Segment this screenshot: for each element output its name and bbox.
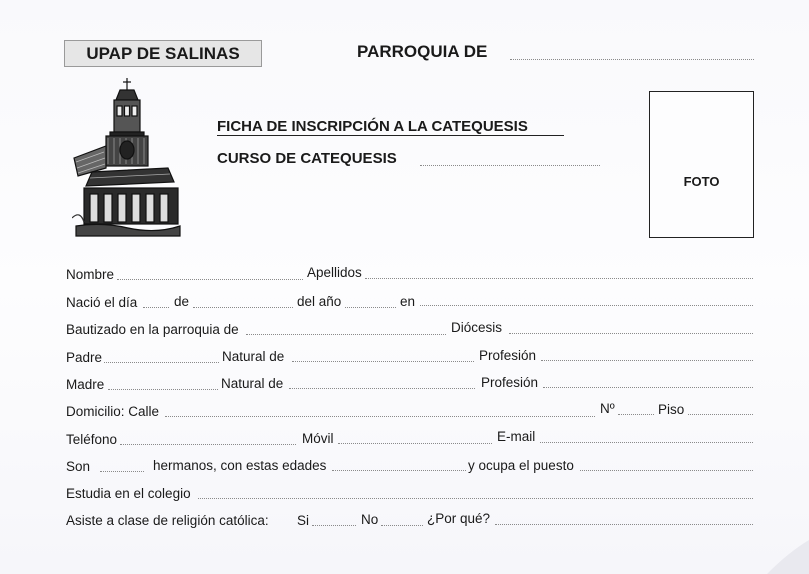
- num-hermanos-field[interactable]: [100, 471, 144, 472]
- nacio-label: Nació el día: [66, 295, 138, 310]
- curso-field[interactable]: [420, 165, 600, 166]
- puesto-label: y ocupa el puesto: [468, 458, 574, 473]
- diocesis-label: Diócesis: [451, 320, 503, 335]
- no-field[interactable]: [381, 525, 423, 526]
- telefono-label: Teléfono: [66, 432, 118, 447]
- madre-natural-field[interactable]: [289, 388, 475, 389]
- anio-label: del año: [297, 294, 342, 309]
- church-illustration: [72, 76, 182, 238]
- numero-field[interactable]: [618, 414, 654, 415]
- email-label: E-mail: [497, 429, 536, 444]
- nombre-field[interactable]: [117, 279, 303, 280]
- padre-label: Padre: [66, 350, 103, 365]
- anio-field[interactable]: [345, 307, 396, 308]
- son-label: Son: [66, 459, 91, 474]
- porque-label: ¿Por qué?: [427, 511, 491, 526]
- upap-title: UPAP DE SALINAS: [86, 44, 240, 63]
- calle-field[interactable]: [165, 416, 595, 417]
- colegio-field[interactable]: [198, 498, 753, 499]
- madre-label: Madre: [66, 377, 105, 392]
- numero-label: Nº: [600, 401, 615, 416]
- apellidos-label: Apellidos: [307, 265, 362, 280]
- madre-natural-label: Natural de: [221, 376, 284, 391]
- padre-natural-label: Natural de: [222, 349, 285, 364]
- page-curl: [739, 524, 809, 574]
- photo-label: FOTO: [683, 174, 720, 189]
- si-field[interactable]: [312, 525, 356, 526]
- piso-label: Piso: [658, 402, 685, 417]
- religion-label: Asiste a clase de religión católica:: [66, 513, 269, 528]
- parroquia-bautizo-field[interactable]: [246, 334, 446, 335]
- upap-title-box: [64, 40, 262, 67]
- hermanos-label: hermanos, con estas edades: [153, 458, 327, 473]
- movil-label: Móvil: [302, 431, 334, 446]
- diocesis-field[interactable]: [509, 333, 753, 334]
- parroquia-field[interactable]: [510, 59, 754, 60]
- ficha-title: FICHA DE INSCRIPCIÓN A LA CATEQUESIS: [217, 118, 528, 135]
- ficha-underline: [217, 135, 564, 136]
- madre-profesion-label: Profesión: [481, 375, 539, 390]
- parroquia-label: PARROQUIA DE: [357, 42, 488, 61]
- de-label: de: [174, 294, 190, 309]
- telefono-field[interactable]: [120, 444, 296, 445]
- lugar-nacimiento-field[interactable]: [420, 305, 753, 306]
- piso-field[interactable]: [688, 414, 753, 415]
- photo-box[interactable]: [649, 91, 754, 238]
- puesto-field[interactable]: [580, 470, 753, 471]
- madre-field[interactable]: [108, 389, 218, 390]
- domicilio-label: Domicilio: Calle: [66, 404, 160, 419]
- bautizado-label: Bautizado en la parroquia de: [66, 322, 239, 337]
- edades-field[interactable]: [332, 470, 466, 471]
- madre-profesion-field[interactable]: [543, 387, 753, 388]
- apellidos-field[interactable]: [365, 278, 753, 279]
- mes-field[interactable]: [193, 307, 293, 308]
- nombre-label: Nombre: [66, 267, 115, 282]
- padre-profesion-field[interactable]: [541, 360, 753, 361]
- padre-natural-field[interactable]: [292, 361, 474, 362]
- si-label: Si: [297, 513, 310, 528]
- movil-field[interactable]: [338, 443, 492, 444]
- dia-field[interactable]: [143, 307, 169, 308]
- email-field[interactable]: [540, 442, 753, 443]
- padre-profesion-label: Profesión: [479, 348, 537, 363]
- padre-field[interactable]: [104, 362, 219, 363]
- curso-label: CURSO DE CATEQUESIS: [217, 150, 397, 167]
- porque-field[interactable]: [495, 524, 753, 525]
- no-label: No: [361, 512, 379, 527]
- colegio-label: Estudia en el colegio: [66, 486, 191, 501]
- en-label: en: [400, 294, 416, 309]
